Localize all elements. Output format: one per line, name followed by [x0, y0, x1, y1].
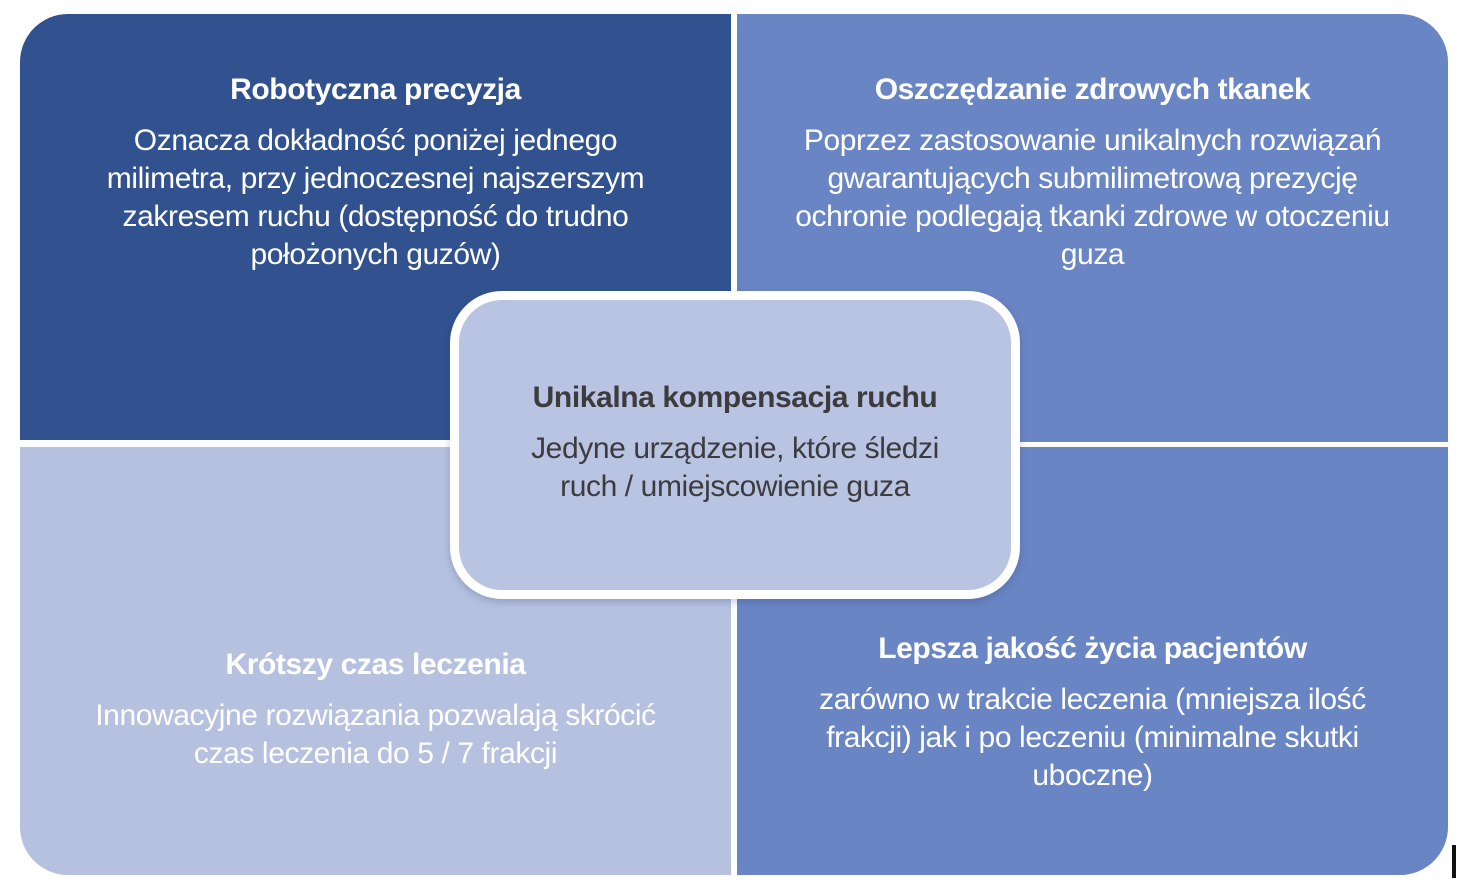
- center-box-title: Unikalna kompensacja ruchu: [532, 381, 938, 414]
- body-line: gwarantujących submilimetrową prezycję: [827, 162, 1358, 195]
- quadrant-title: Robotyczna precyzja: [230, 73, 521, 106]
- center-box-motion-compensation: [450, 291, 1020, 599]
- body-line: zakresem ruchu (dostępność do trudno: [122, 200, 629, 233]
- quadrant-body: [737, 681, 1448, 795]
- body-line: Jedyne urządzenie, które śledzi: [531, 432, 939, 465]
- body-line: Innowacyjne rozwiązania pozwalają skrócić: [95, 699, 656, 732]
- quadrant-title: Lepsza jakość życia pacjentów: [878, 632, 1307, 665]
- quadrant-body: [20, 697, 731, 773]
- body-line: uboczne): [1032, 759, 1153, 792]
- body-line: Poprzez zastosowanie unikalnych rozwiązań: [803, 124, 1382, 157]
- quadrant-body: [737, 122, 1448, 274]
- body-line: guza: [1060, 238, 1125, 271]
- quadrant-title: Oszczędzanie zdrowych tkanek: [874, 73, 1311, 106]
- body-line: milimetra, przy jednoczesnej najszerszym: [106, 162, 645, 195]
- center-box-body: [459, 430, 1011, 506]
- body-line: Oznacza dokładność poniżej jednego: [133, 124, 618, 157]
- body-line: ochronie podlegają tkanki zdrowe w otoczeniu: [795, 200, 1390, 233]
- quadrant-body: [20, 122, 731, 274]
- body-line: zarówno w trakcie leczenia (mniejsza ilość: [819, 683, 1366, 716]
- body-line: czas leczenia do 5 / 7 frakcji: [193, 737, 558, 770]
- body-line: frakcji) jak i po leczeniu (minimalne skutki: [826, 721, 1359, 754]
- text-cursor-artifact: [1452, 845, 1456, 878]
- body-line: położonych guzów): [250, 238, 501, 271]
- body-line: ruch / umiejscowienie guza: [560, 470, 910, 503]
- quadrant-title: Krótszy czas leczenia: [225, 648, 526, 681]
